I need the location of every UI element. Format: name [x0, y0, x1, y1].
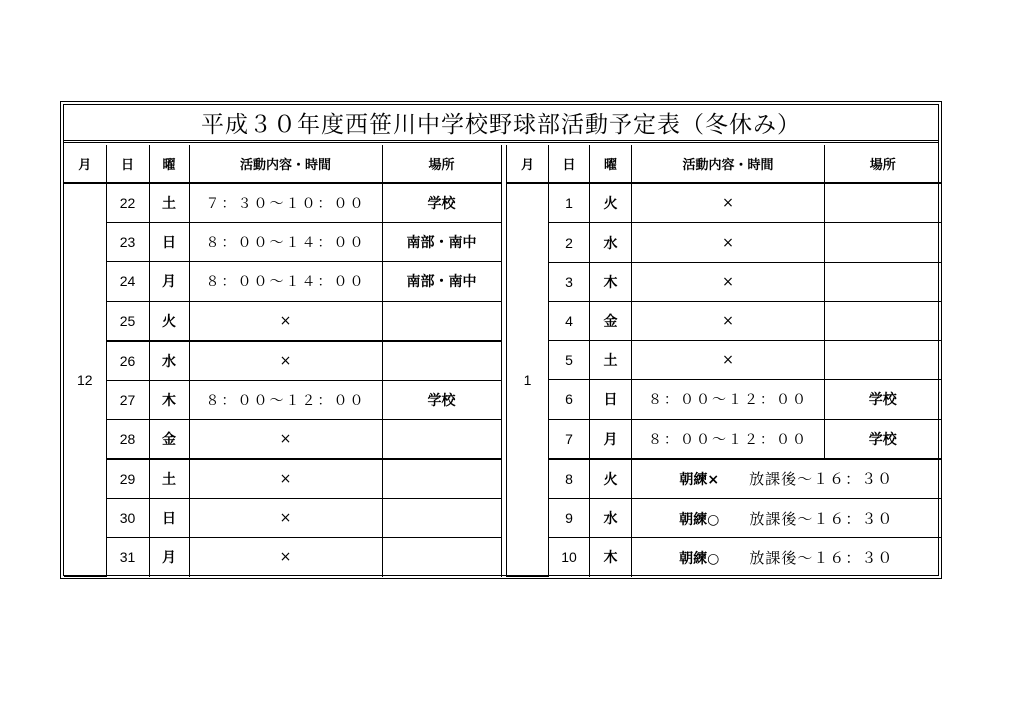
activity-cell: ８：００～１４：００	[189, 262, 382, 301]
weekday-cell: 日	[149, 499, 189, 538]
table-row	[64, 183, 501, 223]
activity-cell: ×	[189, 499, 382, 538]
day-cell: 31	[106, 538, 149, 577]
weekday-cell: 水	[590, 223, 632, 262]
weekday-cell: 金	[590, 301, 632, 340]
weekday-cell: 土	[149, 183, 189, 223]
place-cell: 南部・南中	[382, 223, 501, 262]
activity-cell: ×	[189, 459, 382, 499]
place-cell	[382, 499, 501, 538]
weekday-cell: 日	[590, 380, 632, 419]
header-activity: 活動内容・時間	[189, 145, 382, 183]
activity-cell: ８：００～１４：００	[189, 223, 382, 262]
table-row	[507, 262, 941, 301]
header-row	[64, 145, 501, 183]
table-row	[64, 419, 501, 459]
weekday-cell: 木	[149, 380, 189, 419]
activity-cell: ×	[632, 183, 825, 223]
weekday-cell: 火	[590, 183, 632, 223]
place-cell	[382, 419, 501, 459]
month-cell: 1	[507, 183, 549, 576]
header-row	[507, 145, 941, 183]
table-row	[64, 380, 501, 419]
day-cell: 2	[549, 223, 590, 262]
day-cell: 6	[549, 380, 590, 419]
table-row	[64, 459, 501, 499]
table-row	[507, 459, 941, 499]
weekday-cell: 土	[590, 341, 632, 380]
place-cell	[825, 223, 941, 262]
header-month: 月	[64, 145, 106, 183]
weekday-cell: 土	[149, 459, 189, 499]
day-cell: 5	[549, 341, 590, 380]
weekday-cell: 月	[149, 262, 189, 301]
weekday-cell: 月	[590, 419, 632, 459]
page-title: 平成３０年度西笹川中学校野球部活動予定表（冬休み）	[64, 105, 938, 143]
december-table	[64, 145, 502, 577]
place-cell	[382, 341, 501, 381]
header-day: 日	[106, 145, 149, 183]
activity-cell: ×	[189, 341, 382, 381]
table-row	[64, 499, 501, 538]
weekday-cell: 火	[590, 459, 632, 499]
morning-practice-label: 朝練○	[679, 550, 720, 567]
header-weekday: 曜	[149, 145, 189, 183]
weekday-cell: 火	[149, 301, 189, 341]
activity-cell: ×	[632, 301, 825, 340]
place-cell: 学校	[825, 419, 941, 459]
january-table	[506, 145, 941, 577]
place-cell	[382, 538, 501, 577]
day-cell: 1	[549, 183, 590, 223]
weekday-cell: 月	[149, 538, 189, 577]
table-row	[507, 341, 941, 380]
place-cell: 学校	[382, 380, 501, 419]
morning-practice-label: 朝練×	[679, 472, 720, 489]
weekday-cell: 木	[590, 262, 632, 301]
header-day: 日	[549, 145, 590, 183]
day-cell: 22	[106, 183, 149, 223]
day-cell: 29	[106, 459, 149, 499]
table-row	[507, 380, 941, 419]
table-row	[64, 262, 501, 301]
table-row	[64, 223, 501, 262]
day-cell: 7	[549, 419, 590, 459]
activity-cell: ×	[189, 538, 382, 577]
activity-cell: ×	[189, 301, 382, 341]
activity-cell: ８：００～１２：００	[632, 419, 825, 459]
after-school-label: 放課後～１６：３０	[749, 509, 894, 528]
place-cell	[825, 262, 941, 301]
activity-cell: ７：３０～１０：００	[189, 183, 382, 223]
weekday-cell: 金	[149, 419, 189, 459]
header-weekday: 曜	[590, 145, 632, 183]
activity-cell-merged	[632, 459, 941, 499]
day-cell: 9	[549, 498, 590, 537]
day-cell: 27	[106, 380, 149, 419]
weekday-cell: 水	[149, 341, 189, 381]
activity-cell-merged	[632, 498, 941, 537]
day-cell: 26	[106, 341, 149, 381]
day-cell: 30	[106, 499, 149, 538]
weekday-cell: 水	[590, 498, 632, 537]
activity-cell: ×	[189, 419, 382, 459]
day-cell: 10	[549, 538, 590, 577]
place-cell: 学校	[825, 380, 941, 419]
activity-cell: ×	[632, 341, 825, 380]
place-cell: 学校	[382, 183, 501, 223]
header-place: 場所	[825, 145, 941, 183]
day-cell: 25	[106, 301, 149, 341]
day-cell: 24	[106, 262, 149, 301]
place-cell	[382, 301, 501, 341]
header-month: 月	[507, 145, 549, 183]
activity-cell: ８：００～１２：００	[189, 380, 382, 419]
activity-cell: ×	[632, 223, 825, 262]
activity-cell-merged	[632, 538, 941, 577]
header-activity: 活動内容・時間	[632, 145, 825, 183]
day-cell: 23	[106, 223, 149, 262]
place-cell	[382, 459, 501, 499]
place-cell: 南部・南中	[382, 262, 501, 301]
schedule-inner-border	[63, 104, 939, 576]
day-cell: 3	[549, 262, 590, 301]
morning-practice-label: 朝練○	[679, 511, 720, 528]
table-row	[507, 538, 941, 577]
month-cell: 12	[64, 183, 106, 576]
schedule-sheet	[60, 101, 942, 579]
weekday-cell: 日	[149, 223, 189, 262]
after-school-label: 放課後～１６：３０	[749, 470, 894, 489]
table-row	[507, 419, 941, 459]
weekday-cell: 木	[590, 538, 632, 577]
activity-cell: ×	[632, 262, 825, 301]
place-cell	[825, 301, 941, 340]
place-cell	[825, 183, 941, 223]
header-place: 場所	[382, 145, 501, 183]
after-school-label: 放課後～１６：３０	[749, 548, 894, 567]
table-row	[64, 301, 501, 341]
day-cell: 4	[549, 301, 590, 340]
table-row	[64, 538, 501, 577]
place-cell	[825, 341, 941, 380]
day-cell: 8	[549, 459, 590, 499]
table-row	[507, 183, 941, 223]
table-row	[64, 341, 501, 381]
activity-cell: ８：００～１２：００	[632, 380, 825, 419]
table-row	[507, 223, 941, 262]
day-cell: 28	[106, 419, 149, 459]
table-row	[507, 498, 941, 537]
table-row	[507, 301, 941, 340]
